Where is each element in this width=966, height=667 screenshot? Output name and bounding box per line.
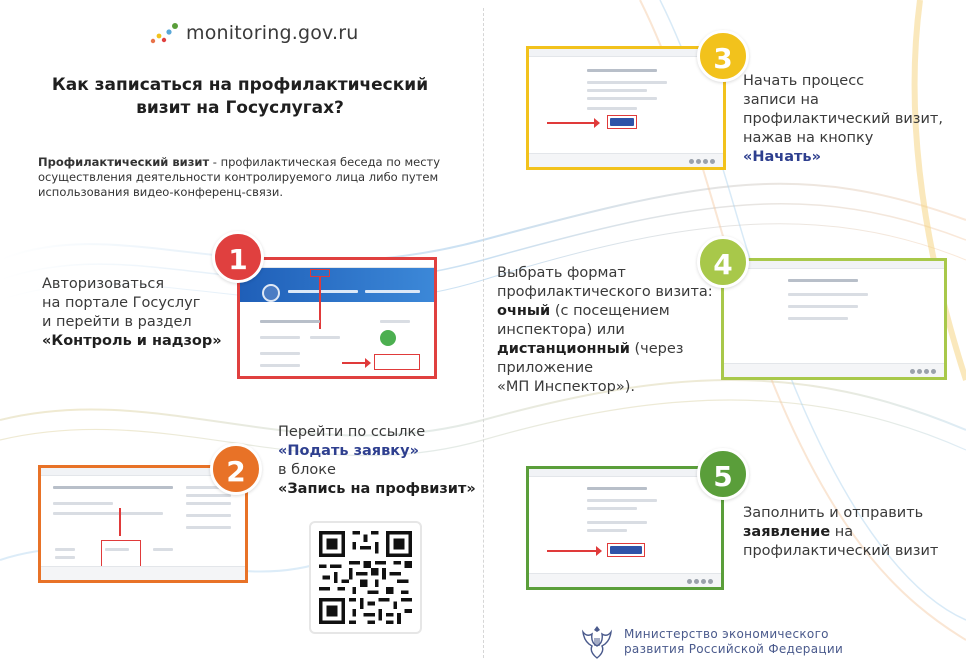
step-1-number: 1 — [212, 231, 264, 283]
step-2-text — [278, 423, 476, 499]
arrow-right — [547, 122, 595, 124]
step-1-line: Авторизоваться — [42, 276, 165, 292]
start-link[interactable]: «Начать» — [743, 149, 821, 165]
qr-code-icon — [319, 531, 412, 624]
page-title — [20, 74, 460, 120]
step-1-line: и перейти в раздел — [42, 314, 192, 330]
highlight-box — [374, 354, 420, 370]
avatar — [262, 284, 280, 302]
step-1-bold: «Контроль и надзор» — [42, 333, 222, 349]
step-3-text — [743, 72, 943, 167]
step-2-line: Перейти по ссылке — [278, 424, 426, 440]
qr-code[interactable] — [309, 521, 422, 634]
highlight-box — [310, 269, 330, 277]
ministry-text — [624, 627, 843, 657]
screenshot-topbar — [529, 49, 723, 57]
step-4-screenshot — [721, 258, 947, 380]
step-4-number: 4 — [697, 236, 749, 288]
step-3-line: нажав на кнопку — [743, 130, 874, 146]
submit-button-preview — [610, 546, 642, 554]
arrow-right — [547, 550, 597, 552]
step-1-line: на портале Госуслуг — [42, 295, 201, 311]
step-4-text-part: (через — [629, 341, 684, 357]
arrow-right — [342, 362, 366, 364]
step-5-text-part: на — [830, 524, 854, 540]
step-3-line: записи на — [743, 92, 819, 108]
footer-icons — [910, 369, 936, 374]
step-5-number: 5 — [697, 448, 749, 500]
check-icon — [380, 330, 396, 346]
step-5-bold: заявление — [743, 524, 831, 540]
screenshot-topbar — [724, 261, 944, 269]
step-4-bold: очный — [497, 303, 551, 319]
step-2-number: 2 — [210, 443, 262, 495]
step-4-line: приложение — [497, 360, 594, 376]
title-line-1: Как записаться на профилактический — [51, 75, 429, 95]
eagle-emblem-icon — [580, 622, 614, 662]
footer-icons — [689, 159, 715, 164]
step-5-screenshot — [526, 466, 724, 590]
logo-dots-icon — [150, 21, 180, 45]
step-3-line: Начать процесс — [743, 73, 865, 89]
step-4-line: профилактического визита: — [497, 284, 713, 300]
step-5-line: Заполнить и отправить — [743, 505, 924, 521]
step-1-text — [42, 275, 222, 351]
step-4-text — [497, 264, 713, 397]
step-4-bold: дистанционный — [497, 341, 630, 357]
arrow-down — [119, 508, 121, 536]
ministry-line-2: развития Российской Федерации — [624, 642, 844, 656]
ministry-logo — [580, 622, 843, 662]
logo-text: monitoring.gov.ru — [186, 22, 359, 44]
column-divider — [483, 8, 484, 658]
screenshot-footer — [41, 566, 245, 580]
definition — [38, 155, 468, 200]
step-3-line: профилактический визит, — [743, 111, 943, 127]
definition-term: Профилактический визит — [38, 155, 210, 169]
title-line-2: визит на Госуслугах? — [136, 98, 344, 118]
step-4-text-part: (с посещением — [550, 303, 670, 319]
step-4-line: Выбрать формат — [497, 265, 626, 281]
step-5-text — [743, 504, 938, 561]
step-3-screenshot — [526, 46, 726, 170]
submit-application-link[interactable]: «Подать заявку» — [278, 443, 419, 459]
monitoring-logo — [150, 18, 359, 48]
step-5-line: профилактический визит — [743, 543, 939, 559]
screenshot-topbar — [240, 260, 434, 268]
step-4-line: инспектора) или — [497, 322, 625, 338]
ministry-line-1: Министерство экономического — [624, 627, 829, 641]
step-2-bold: «Запись на профвизит» — [278, 481, 476, 497]
start-button-preview — [610, 118, 634, 126]
definition-text: - профилактическая беседа по месту осуществления деятельности контролируемого лица либо путем использования видео-конференц-связи. — [38, 155, 441, 199]
footer-icons — [687, 579, 713, 584]
step-1-screenshot — [237, 257, 437, 379]
screenshot-topbar — [529, 469, 721, 477]
step-4-line: «МП Инспектор»). — [497, 379, 636, 395]
step-3-number: 3 — [697, 30, 749, 82]
step-2-line: в блоке — [278, 462, 336, 478]
